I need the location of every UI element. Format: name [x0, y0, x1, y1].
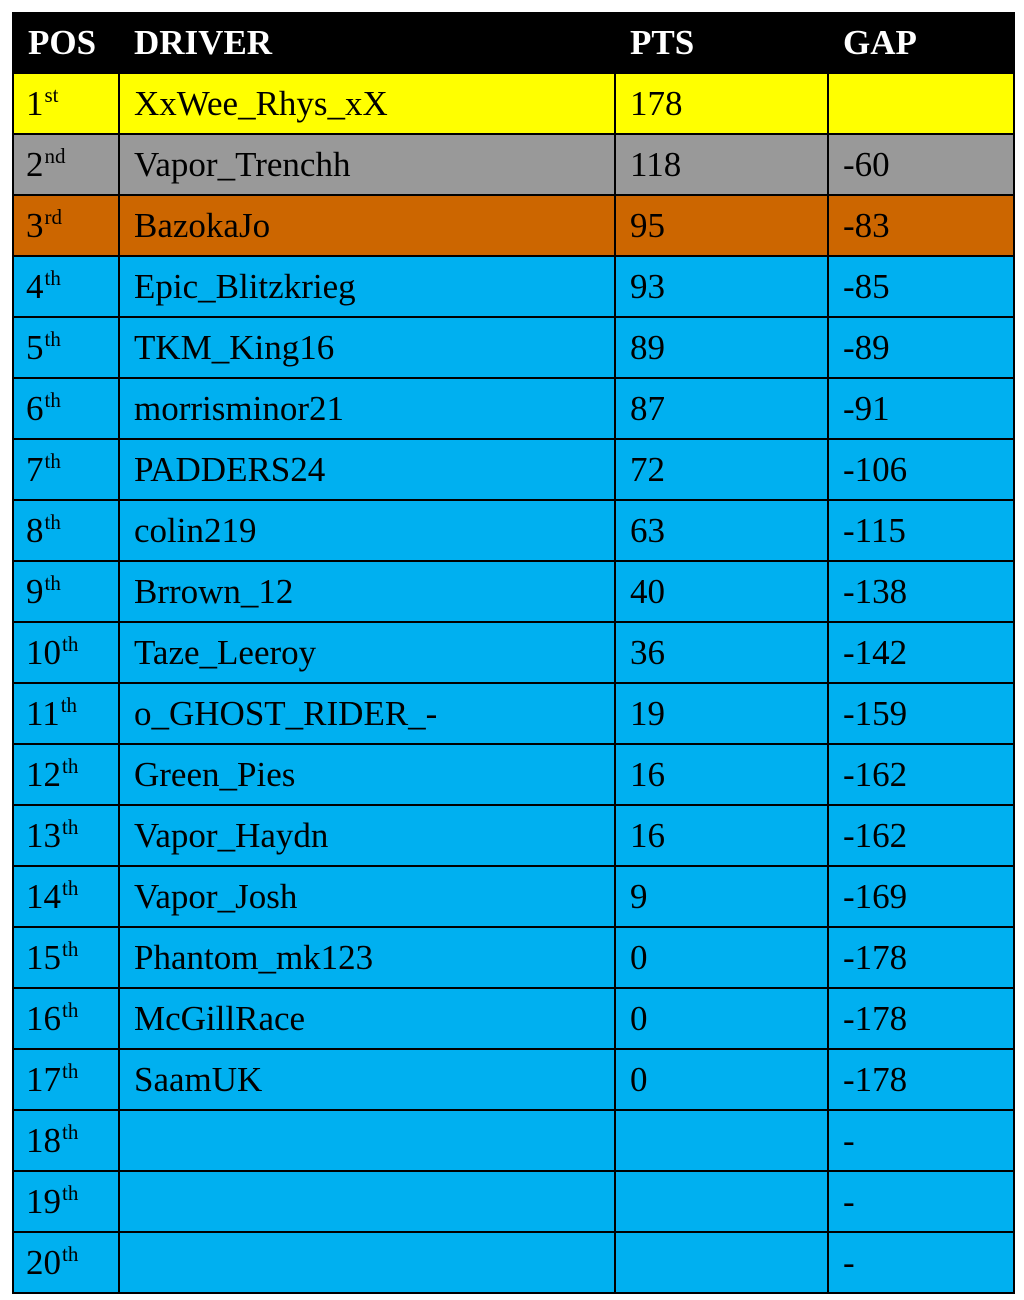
table-row	[13, 256, 1014, 317]
driver-cell: McGillRace	[119, 988, 615, 1049]
table-row	[13, 622, 1014, 683]
position-number: 16	[26, 998, 61, 1038]
points-cell: 16	[615, 805, 828, 866]
table-row	[13, 927, 1014, 988]
driver-cell: Epic_Blitzkrieg	[119, 256, 615, 317]
gap-cell: -60	[828, 134, 1014, 195]
gap-cell: -	[828, 1171, 1014, 1232]
table-row	[13, 134, 1014, 195]
position-suffix: th	[62, 814, 79, 839]
header-row	[13, 13, 1014, 73]
position-number: 6	[26, 388, 44, 428]
points-cell: 40	[615, 561, 828, 622]
points-cell: 93	[615, 256, 828, 317]
table-row	[13, 195, 1014, 256]
gap-cell: -178	[828, 927, 1014, 988]
header-pts: PTS	[615, 13, 828, 73]
points-cell: 118	[615, 134, 828, 195]
position-suffix: th	[44, 265, 61, 290]
position-number: 3	[26, 205, 44, 245]
points-cell: 89	[615, 317, 828, 378]
points-cell: 87	[615, 378, 828, 439]
position-cell	[13, 73, 119, 134]
standings-table	[12, 12, 1015, 1294]
position-number: 2	[26, 144, 44, 184]
driver-cell: Vapor_Josh	[119, 866, 615, 927]
driver-cell	[119, 1171, 615, 1232]
position-cell	[13, 988, 119, 1049]
position-suffix: rd	[44, 204, 62, 229]
position-number: 11	[26, 693, 60, 733]
table-row	[13, 439, 1014, 500]
driver-cell: XxWee_Rhys_xX	[119, 73, 615, 134]
points-cell	[615, 1171, 828, 1232]
gap-cell: -169	[828, 866, 1014, 927]
driver-cell: Brrown_12	[119, 561, 615, 622]
position-suffix: th	[62, 631, 79, 656]
position-number: 12	[26, 754, 61, 794]
position-suffix: th	[62, 997, 79, 1022]
position-cell	[13, 622, 119, 683]
table-row	[13, 805, 1014, 866]
table-row	[13, 1049, 1014, 1110]
position-suffix: th	[62, 1180, 79, 1205]
header-pos: POS	[13, 13, 119, 73]
header-driver: DRIVER	[119, 13, 615, 73]
position-number: 1	[26, 83, 44, 123]
points-cell: 178	[615, 73, 828, 134]
driver-cell	[119, 1232, 615, 1293]
position-cell	[13, 500, 119, 561]
position-number: 4	[26, 266, 44, 306]
position-cell	[13, 1171, 119, 1232]
gap-cell: -83	[828, 195, 1014, 256]
points-cell	[615, 1232, 828, 1293]
position-suffix: th	[44, 387, 61, 412]
position-cell	[13, 866, 119, 927]
position-cell	[13, 317, 119, 378]
position-suffix: th	[62, 1241, 79, 1266]
position-cell	[13, 1049, 119, 1110]
gap-cell: -142	[828, 622, 1014, 683]
table-row	[13, 683, 1014, 744]
position-suffix: th	[62, 1058, 79, 1083]
driver-cell	[119, 1110, 615, 1171]
position-number: 14	[26, 876, 61, 916]
position-number: 10	[26, 632, 61, 672]
table-row	[13, 744, 1014, 805]
table-row	[13, 988, 1014, 1049]
points-cell: 0	[615, 927, 828, 988]
position-suffix: th	[44, 448, 61, 473]
gap-cell: -178	[828, 1049, 1014, 1110]
position-cell	[13, 561, 119, 622]
driver-cell: TKM_King16	[119, 317, 615, 378]
position-number: 19	[26, 1181, 61, 1221]
points-cell: 0	[615, 1049, 828, 1110]
driver-cell: Phantom_mk123	[119, 927, 615, 988]
driver-cell: morrisminor21	[119, 378, 615, 439]
gap-cell: -138	[828, 561, 1014, 622]
position-number: 18	[26, 1120, 61, 1160]
position-number: 17	[26, 1059, 61, 1099]
points-cell: 36	[615, 622, 828, 683]
position-number: 7	[26, 449, 44, 489]
position-suffix: th	[62, 753, 79, 778]
position-suffix: st	[44, 82, 59, 107]
driver-cell: Vapor_Trenchh	[119, 134, 615, 195]
driver-cell: Vapor_Haydn	[119, 805, 615, 866]
position-cell	[13, 134, 119, 195]
table-row	[13, 1171, 1014, 1232]
table-row	[13, 866, 1014, 927]
gap-cell	[828, 73, 1014, 134]
position-suffix: th	[62, 875, 79, 900]
points-cell	[615, 1110, 828, 1171]
gap-cell: -162	[828, 744, 1014, 805]
driver-cell: Taze_Leeroy	[119, 622, 615, 683]
gap-cell: -91	[828, 378, 1014, 439]
driver-cell: SaamUK	[119, 1049, 615, 1110]
position-number: 9	[26, 571, 44, 611]
position-suffix: th	[62, 936, 79, 961]
gap-cell: -178	[828, 988, 1014, 1049]
table-row	[13, 561, 1014, 622]
position-cell	[13, 683, 119, 744]
position-suffix: th	[44, 509, 61, 534]
position-number: 5	[26, 327, 44, 367]
driver-cell: Green_Pies	[119, 744, 615, 805]
table-row	[13, 317, 1014, 378]
gap-cell: -162	[828, 805, 1014, 866]
header-gap: GAP	[828, 13, 1014, 73]
driver-cell: BazokaJo	[119, 195, 615, 256]
gap-cell: -159	[828, 683, 1014, 744]
table-row	[13, 73, 1014, 134]
table-row	[13, 1232, 1014, 1293]
driver-cell: colin219	[119, 500, 615, 561]
position-number: 20	[26, 1242, 61, 1282]
position-suffix: th	[44, 570, 61, 595]
position-suffix: th	[60, 692, 78, 717]
points-cell: 0	[615, 988, 828, 1049]
gap-cell: -115	[828, 500, 1014, 561]
points-cell: 19	[615, 683, 828, 744]
points-cell: 16	[615, 744, 828, 805]
points-cell: 72	[615, 439, 828, 500]
position-suffix: th	[62, 1119, 79, 1144]
gap-cell: -106	[828, 439, 1014, 500]
position-suffix: th	[44, 326, 61, 351]
position-number: 15	[26, 937, 61, 977]
driver-cell: PADDERS24	[119, 439, 615, 500]
gap-cell: -85	[828, 256, 1014, 317]
position-cell	[13, 195, 119, 256]
position-cell	[13, 439, 119, 500]
points-cell: 9	[615, 866, 828, 927]
points-cell: 95	[615, 195, 828, 256]
position-cell	[13, 1110, 119, 1171]
position-cell	[13, 1232, 119, 1293]
position-cell	[13, 805, 119, 866]
position-number: 13	[26, 815, 61, 855]
position-cell	[13, 927, 119, 988]
gap-cell: -	[828, 1110, 1014, 1171]
position-number: 8	[26, 510, 44, 550]
table-row	[13, 500, 1014, 561]
position-suffix: nd	[44, 143, 66, 168]
table-row	[13, 378, 1014, 439]
points-cell: 63	[615, 500, 828, 561]
position-cell	[13, 256, 119, 317]
gap-cell: -	[828, 1232, 1014, 1293]
position-cell	[13, 378, 119, 439]
table-row	[13, 1110, 1014, 1171]
driver-cell: o_GHOST_RIDER_-	[119, 683, 615, 744]
gap-cell: -89	[828, 317, 1014, 378]
standings-body	[13, 73, 1014, 1293]
position-cell	[13, 744, 119, 805]
